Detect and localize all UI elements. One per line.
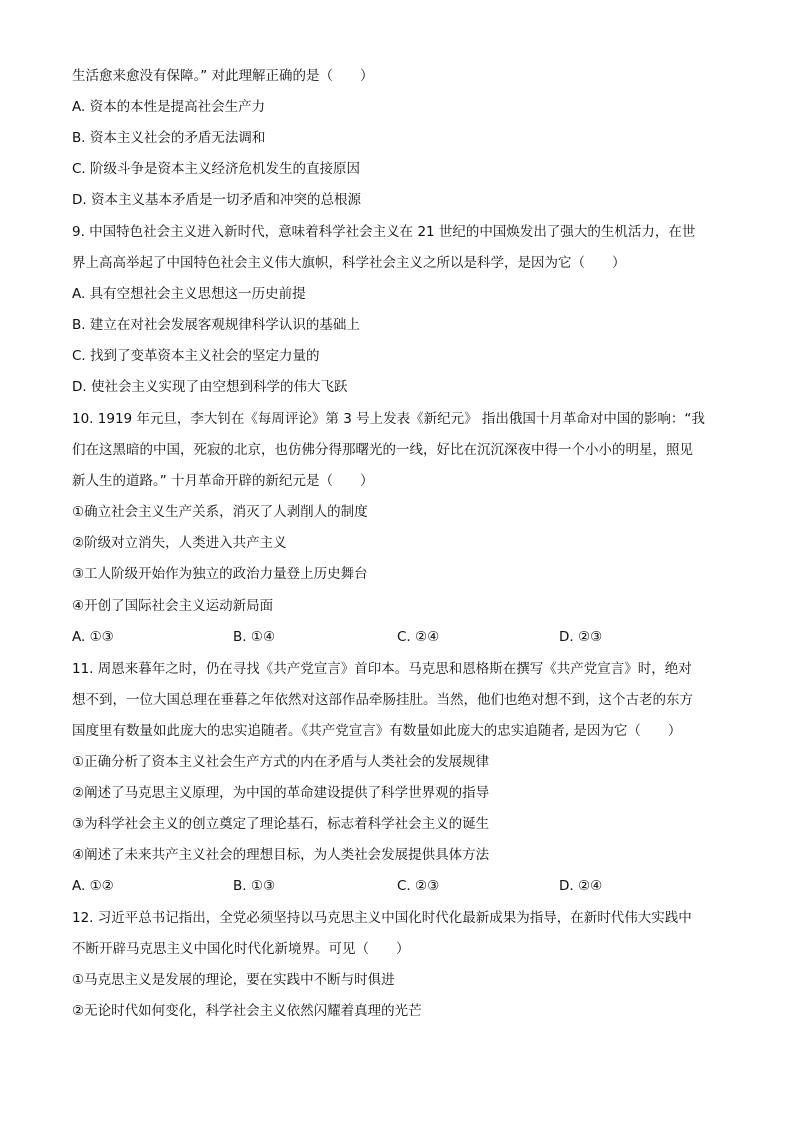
q11-choice-b: B. ①③ [233,878,276,894]
q11-choice-d: D. ②④ [559,878,603,894]
q12-stem-line1: 12. 习近平总书记指出，全党必须坚持以马克思主义中国化时代化最新成果为指导，在新时代伟大实践中 [72,910,692,926]
q10-stem-line3: 新人生的道路。” 十月革命开辟的新纪元是（ ） [72,473,374,489]
q10-stem-line1: 10. 1919 年元旦，李大钊在《每周评论》第 3 号上发表《新纪元》 指出俄国十月革命对中国的影响：“我 [72,411,705,427]
q10-item-3: ③工人阶级开始作为独立的政治力量登上历史舞台 [72,566,368,582]
q11-stem-line2: 想不到，一位大国总理在垂暮之年依然对这部作品牵肠挂肚。当然，他们也绝对想不到，这个古老的东方 [72,692,693,708]
q11-item-4: ④阐述了未来共产主义社会的理想目标，为人类社会发展提供具体方法 [72,847,490,863]
q8-stem-tail: 生活愈来愈没有保障。” 对此理解正确的是（ ） [72,68,374,84]
q12-stem-line2: 不断开辟马克思主义中国化时代化新境界。可见（ ） [72,941,410,957]
q12-item-1: ①马克思主义是发展的理论，要在实践中不断与时俱进 [72,972,395,988]
q11-choice-c: C. ②③ [397,878,440,894]
q10-stem-line2: 们在这黑暗的中国，死寂的北京，也仿佛分得那曙光的一线，好比在沉沉深夜中得一个小小的明星，照见 [72,442,693,458]
q10-choice-d: D. ②③ [559,629,603,645]
q10-item-4: ④开创了国际社会主义运动新局面 [72,598,274,614]
q9-option-a: A. 具有空想社会主义思想这一历史前提 [72,286,306,302]
q11-item-3: ③为科学社会主义的创立奠定了理论基石，标志着科学社会主义的诞生 [72,816,490,832]
q10-item-1: ①确立社会主义生产关系，消灭了人剥削人的制度 [72,504,368,520]
q10-choices [72,627,732,647]
q9-option-c: C. 找到了变革资本主义社会的坚定力量的 [72,348,320,364]
q8-option-d: D. 资本主义基本矛盾是一切矛盾和冲突的总根源 [72,192,361,208]
q9-option-d: D. 使社会主义实现了由空想到科学的伟大飞跃 [72,379,348,395]
q11-stem-line3: 国度里有数量如此庞大的忠实追随者。《共产党宣言》有数量如此庞大的忠实追随者, 是因为它（ ） [72,723,682,739]
q11-choices [72,876,732,896]
q12-item-2: ②无论时代如何变化，科学社会主义依然闪耀着真理的光芒 [72,1003,422,1019]
q9-stem-line2: 界上高高举起了中国特色社会主义伟大旗帜，科学社会主义之所以是科学，是因为它（ ） [72,255,626,271]
q9-stem-line1: 9. 中国特色社会主义进入新时代，意味着科学社会主义在 21 世纪的中国焕发出了强大的生机活力，在世 [72,224,696,240]
q8-option-a: A. 资本的本性是提高社会生产力 [72,99,266,115]
q11-item-2: ②阐述了马克思主义原理，为中国的革命建设提供了科学世界观的指导 [72,785,490,801]
q11-item-1: ①正确分析了资本主义社会生产方式的内在矛盾与人类社会的发展规律 [72,754,490,770]
q11-stem-line1: 11. 周恩来暮年之时，仍在寻找《共产党宣言》首印本。马克思和恩格斯在撰写《共产党宣言》时，绝对 [72,661,692,677]
q10-choice-c: C. ②④ [397,629,440,645]
q11-choice-a: A. ①② [72,878,114,894]
q10-choice-b: B. ①④ [233,629,276,645]
q10-item-2: ②阶级对立消失，人类进入共产主义 [72,535,287,551]
q8-option-b: B. 资本主义社会的矛盾无法调和 [72,130,266,146]
q9-option-b: B. 建立在对社会发展客观规律科学认识的基础上 [72,317,360,333]
q10-choice-a: A. ①③ [72,629,114,645]
q8-option-c: C. 阶级斗争是资本主义经济危机发生的直接原因 [72,161,361,177]
